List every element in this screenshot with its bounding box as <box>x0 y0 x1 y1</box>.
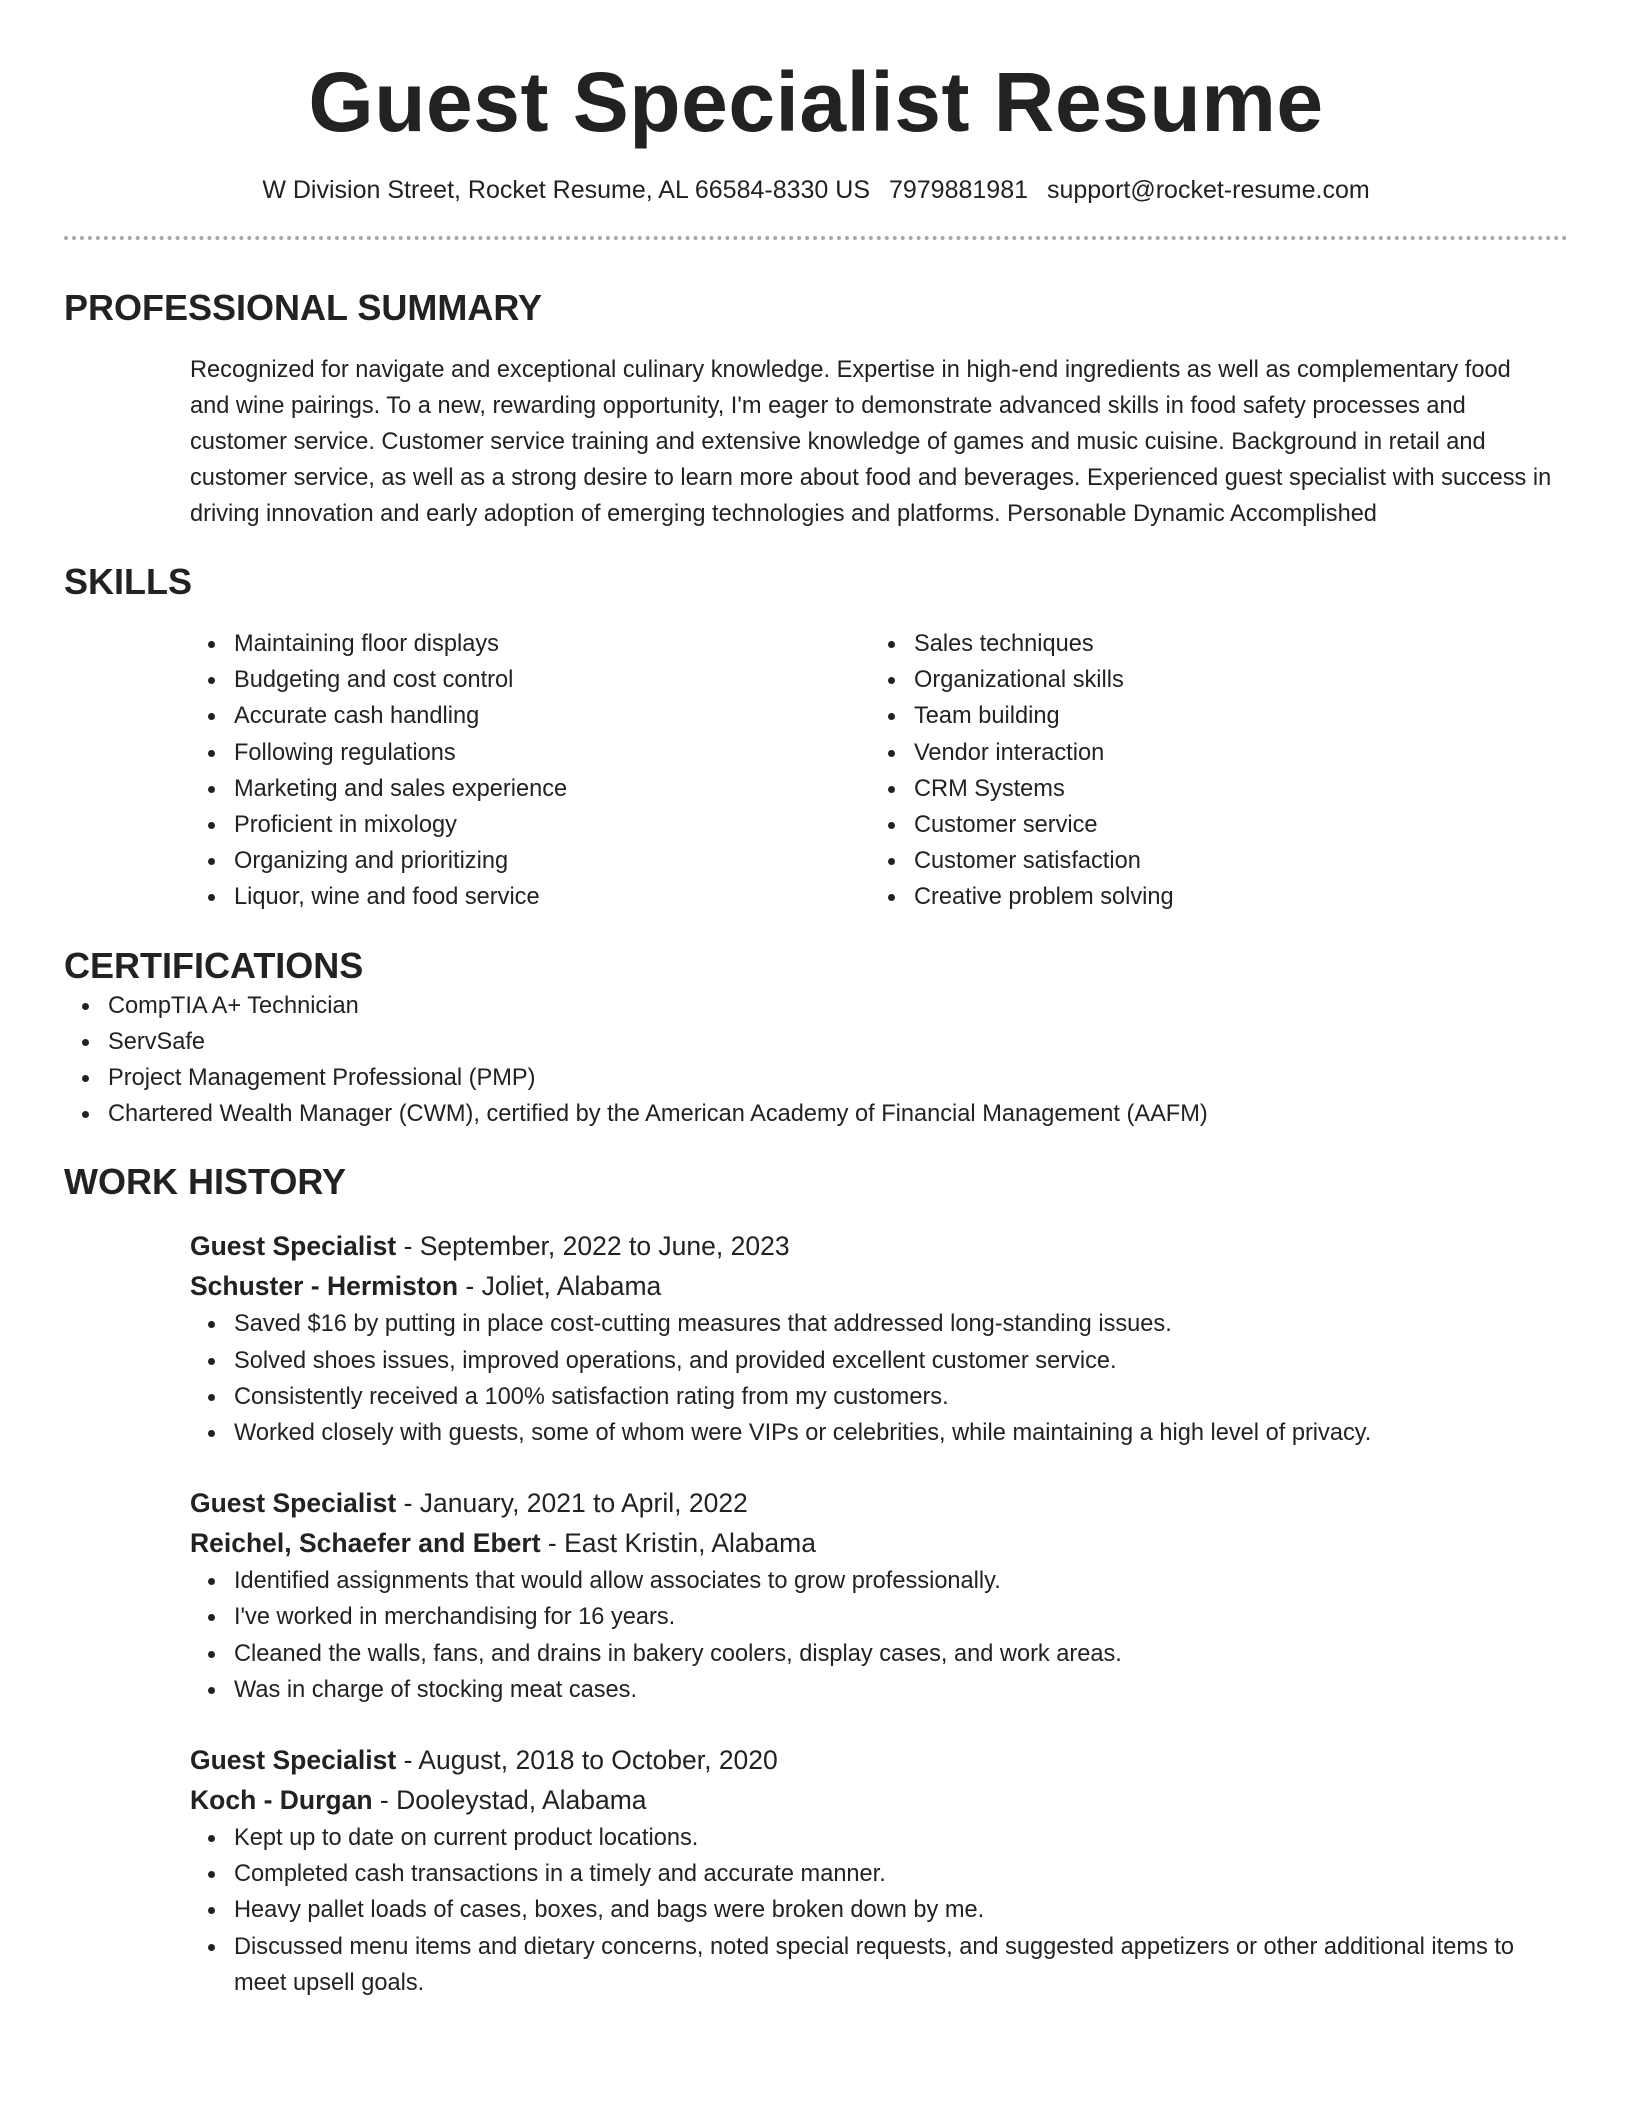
skills-grid <box>64 626 1568 916</box>
skills-list-right <box>870 626 1550 916</box>
job-title: Guest Specialist <box>190 1745 397 1776</box>
skills-heading: SKILLS <box>64 561 193 602</box>
summary-section <box>64 286 1568 532</box>
resume-title: Guest Specialist Resume <box>308 55 1324 149</box>
skill-item: Sales techniques <box>914 626 1550 662</box>
skills-column-left <box>190 626 870 916</box>
skill-item: Maintaining floor displays <box>234 626 870 662</box>
job-dates: - August, 2018 to October, 2020 <box>396 1745 778 1776</box>
skill-item: Organizing and prioritizing <box>234 843 870 879</box>
job-title: Guest Specialist <box>190 1231 397 1262</box>
job-title-line <box>190 1226 1568 1266</box>
certification-item: ServSafe <box>108 1024 1568 1060</box>
job-bullet: Solved shoes issues, improved operations, and provided excellent customer service. <box>234 1343 1568 1379</box>
skills-column-right <box>870 626 1550 916</box>
certification-item: Project Management Professional (PMP) <box>108 1060 1568 1096</box>
job-entry <box>190 1740 1568 2001</box>
skill-item: Proficient in mixology <box>234 807 870 843</box>
job-dates: - September, 2022 to June, 2023 <box>396 1231 790 1262</box>
skill-item: Customer service <box>914 807 1550 843</box>
skills-section <box>64 560 1568 916</box>
job-company-line <box>190 1266 1568 1306</box>
job-bullet: Heavy pallet loads of cases, boxes, and bags were broken down by me. <box>234 1892 1568 1928</box>
contact-email: support@rocket-resume.com <box>1046 176 1370 204</box>
job-bullet: Completed cash transactions in a timely and accurate manner. <box>234 1856 1568 1892</box>
job-bullet: Was in charge of stocking meat cases. <box>234 1672 1568 1708</box>
job-company: Koch - Durgan <box>190 1785 373 1816</box>
job-bullet: Kept up to date on current product locations. <box>234 1820 1568 1856</box>
header-divider <box>64 236 1568 240</box>
skill-item: Budgeting and cost control <box>234 662 870 698</box>
skill-item: Following regulations <box>234 735 870 771</box>
contact-address: W Division Street, Rocket Resume, AL 66584-8330 US <box>262 176 871 204</box>
job-company: Schuster - Hermiston <box>190 1271 459 1302</box>
job-bullet: Consistently received a 100% satisfaction rating from my customers. <box>234 1379 1568 1415</box>
job-entry <box>190 1226 1568 1451</box>
skill-item: Marketing and sales experience <box>234 771 870 807</box>
job-location: - Joliet, Alabama <box>458 1271 662 1302</box>
job-company: Reichel, Schaefer and Ebert <box>190 1528 541 1559</box>
job-title-line <box>190 1483 1568 1523</box>
job-location: - Dooleystad, Alabama <box>372 1785 647 1816</box>
work-history-heading: WORK HISTORY <box>64 1161 347 1203</box>
certifications-heading: CERTIFICATIONS <box>64 944 364 986</box>
certifications-list <box>64 988 1568 1133</box>
job-company-line <box>190 1780 1568 1820</box>
skill-item: Liquor, wine and food service <box>234 879 870 915</box>
skill-item: CRM Systems <box>914 771 1550 807</box>
job-company-line <box>190 1523 1568 1563</box>
summary-heading: PROFESSIONAL SUMMARY <box>64 287 543 328</box>
job-dates: - January, 2021 to April, 2022 <box>396 1488 748 1519</box>
job-entry <box>190 1483 1568 1708</box>
skill-item: Team building <box>914 698 1550 734</box>
summary-text: Recognized for navigate and exceptional culinary knowledge. Expertise in high-end ingredients as well as complementary food and wine pairings. To a new, rewarding opportunity, I'm eager to demonstrate advanced skills in food safety processes and customer service. Customer service training and extensive knowledge of games and music cuisine. Background in retail and customer service, as well as a strong desire to learn more about food and beverages. Experienced guest specialist with success in driving innovation and early adoption of emerging technologies and platforms. Personable Dynamic Accomplished <box>190 357 1552 527</box>
certification-item: Chartered Wealth Manager (CWM), certified by the American Academy of Financial Management (AAFM) <box>108 1096 1568 1132</box>
contact-phone: 7979881981 <box>888 176 1029 204</box>
skill-item: Vendor interaction <box>914 735 1550 771</box>
job-location: - East Kristin, Alabama <box>540 1528 816 1559</box>
skill-item: Creative problem solving <box>914 879 1550 915</box>
job-bullets <box>190 1563 1568 1708</box>
certifications-section <box>64 944 1568 1133</box>
job-title-line <box>190 1740 1568 1780</box>
certification-item: CompTIA A+ Technician <box>108 988 1568 1024</box>
skill-item: Accurate cash handling <box>234 698 870 734</box>
job-bullets <box>190 1306 1568 1451</box>
job-title: Guest Specialist <box>190 1488 397 1519</box>
job-bullet: I've worked in merchandising for 16 years. <box>234 1599 1568 1635</box>
job-bullet: Worked closely with guests, some of whom were VIPs or celebrities, while maintaining a high level of privacy. <box>234 1415 1568 1451</box>
job-bullet: Saved $16 by putting in place cost-cutting measures that addressed long-standing issues. <box>234 1306 1568 1342</box>
skill-item: Customer satisfaction <box>914 843 1550 879</box>
job-bullet: Cleaned the walls, fans, and drains in bakery coolers, display cases, and work areas. <box>234 1636 1568 1672</box>
contact-line <box>64 172 1568 208</box>
job-bullets <box>190 1820 1568 2001</box>
skills-list-left <box>190 626 870 916</box>
job-bullet: Identified assignments that would allow associates to grow professionally. <box>234 1563 1568 1599</box>
work-history-section <box>64 1160 1568 2001</box>
skill-item: Organizational skills <box>914 662 1550 698</box>
resume-page <box>64 0 1568 2001</box>
job-bullet: Discussed menu items and dietary concerns, noted special requests, and suggested appetizers or other additional items to meet upsell goals. <box>234 1929 1568 2001</box>
